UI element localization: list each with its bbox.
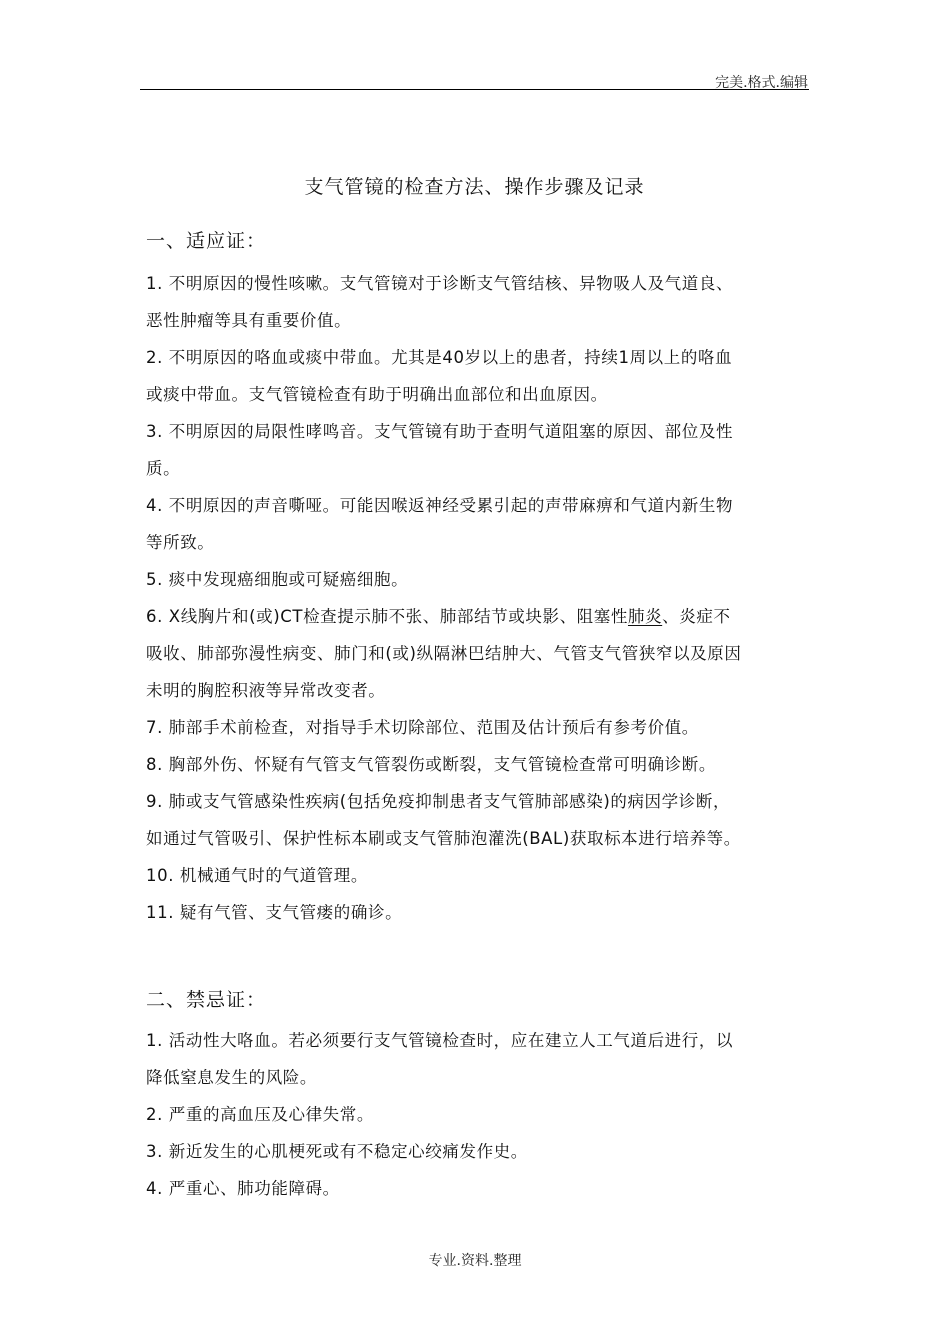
item-line: 4. 严重心、肺功能障碍。 [146, 1179, 340, 1198]
header-rule [140, 89, 809, 90]
item-line: 3. 新近发生的心肌梗死或有不稳定心绞痛发作史。 [146, 1142, 528, 1161]
list-item [146, 413, 808, 487]
item-line [146, 598, 808, 635]
item-line: 3. 不明原因的局限性哮鸣音。支气管镜有助于查明气道阻塞的原因、部位及性 [146, 422, 734, 441]
item-line: 如通过气管吸引、保护性标本刷或支气管肺泡灌洗(BAL)获取标本进行培养等。 [146, 829, 741, 848]
item-text: 、炎症不 [662, 607, 731, 626]
item-text: 6. X线胸片和(或)CT检查提示肺不张、肺部结节或块影、阻塞性 [146, 607, 628, 626]
item-line: 2. 严重的高血压及心律失常。 [146, 1105, 374, 1124]
item-line: 10. 机械通气时的气道管理。 [146, 866, 368, 885]
underlined-term: 肺炎 [627, 607, 663, 626]
item-line: 8. 胸部外伤、怀疑有气管支气管裂伤或断裂，支气管镜检查常可明确诊断。 [146, 755, 716, 774]
item-line: 7. 肺部手术前检查，对指导手术切除部位、范围及估计预后有参考价值。 [146, 718, 699, 737]
list-item [146, 783, 808, 857]
item-line: 恶性肿瘤等具有重要价值。 [146, 311, 352, 330]
list-item [146, 265, 808, 339]
item-line: 5. 痰中发现癌细胞或可疑癌细胞。 [146, 570, 409, 589]
section-contraindications [146, 1022, 808, 1207]
item-line: 1. 活动性大咯血。若必须要行支气管镜检查时，应在建立人工气道后进行，以 [146, 1031, 734, 1050]
list-item [146, 894, 808, 931]
list-item [146, 857, 808, 894]
list-item [146, 598, 808, 709]
list-item [146, 1133, 808, 1170]
page-footer: 专业.资料.整理 [428, 1253, 522, 1269]
section-heading-indications: 一、适应证： [146, 230, 267, 252]
item-line: 未明的胸腔积液等异常改变者。 [146, 681, 386, 700]
item-line: 4. 不明原因的声音嘶哑。可能因喉返神经受累引起的声带麻痹和气道内新生物 [146, 496, 734, 515]
item-line: 1. 不明原因的慢性咳嗽。支气管镜对于诊断支气管结核、异物吸人及气道良、 [146, 274, 734, 293]
list-item [146, 709, 808, 746]
list-item [146, 339, 808, 413]
item-line: 9. 肺或支气管感染性疾病(包括免疫抑制患者支气管肺部感染)的病因学诊断， [146, 792, 731, 811]
item-line: 降低窒息发生的风险。 [146, 1068, 317, 1087]
page-header: 完美.格式.编辑 [715, 75, 808, 91]
item-line: 11. 疑有气管、支气管瘘的确诊。 [146, 903, 403, 922]
list-item [146, 1170, 808, 1207]
item-line: 或痰中带血。支气管镜检查有助于明确出血部位和出血原因。 [146, 385, 608, 404]
list-item [146, 746, 808, 783]
list-item [146, 487, 808, 561]
section-heading-contraindications: 二、禁忌证： [146, 989, 267, 1011]
section-indications [146, 265, 808, 931]
item-line: 质。 [146, 459, 181, 478]
document-title: 支气管镜的检查方法、操作步骤及记录 [304, 176, 645, 198]
list-item [146, 1022, 808, 1096]
item-line: 吸收、肺部弥漫性病变、肺门和(或)纵隔淋巴结肿大、气管支气管狭窄以及原因 [146, 644, 742, 663]
list-item [146, 1096, 808, 1133]
list-item [146, 561, 808, 598]
item-line: 2. 不明原因的咯血或痰中带血。尤其是40岁以上的患者，持续1周以上的咯血 [146, 348, 733, 367]
item-line: 等所致。 [146, 533, 215, 552]
